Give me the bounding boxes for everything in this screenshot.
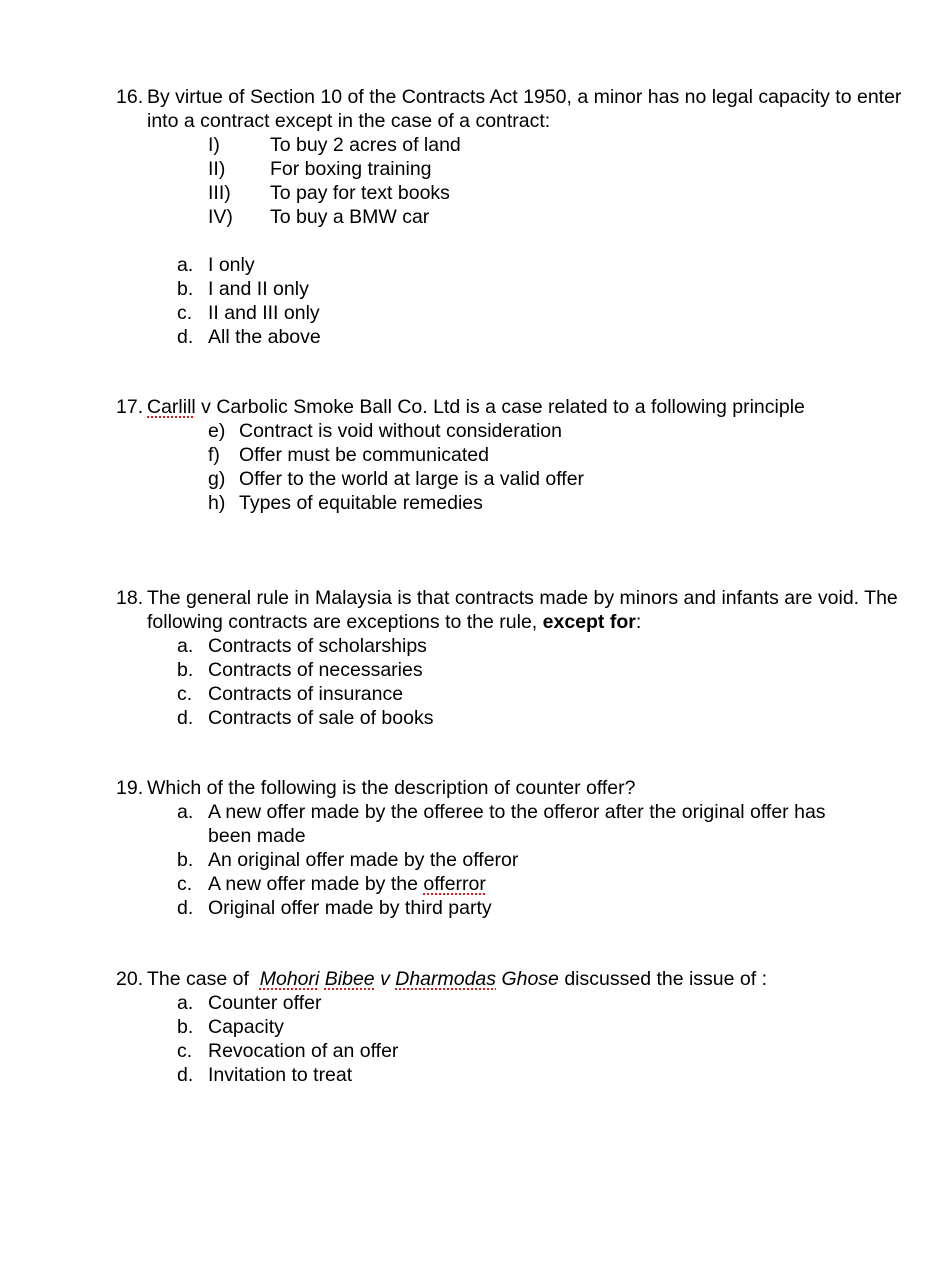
option-text: An original offer made by the offeror: [208, 849, 519, 871]
option-b: [177, 848, 906, 872]
option-label: e): [208, 420, 226, 442]
item-label: I): [208, 134, 220, 156]
option-text-pre: A new offer made by the: [208, 873, 424, 895]
option-label: d.: [177, 707, 194, 729]
stem-rest: v Carbolic Smoke Ball Co. Ltd is a case related to a following principle: [195, 396, 805, 418]
option-label: d.: [177, 1064, 194, 1086]
question-stem: [147, 967, 906, 991]
option-text: Types of equitable remedies: [239, 492, 483, 514]
option-text: Original offer made by third party: [208, 897, 492, 919]
option-label: c.: [177, 1040, 193, 1062]
item-text: For boxing training: [270, 158, 432, 180]
option-label: b.: [177, 849, 194, 871]
item-text: To buy a BMW car: [270, 206, 430, 228]
option-text: All the above: [208, 326, 321, 348]
option-c: [177, 1039, 906, 1063]
question-19: [116, 776, 906, 920]
spellcheck-word: offerror: [423, 873, 486, 895]
option-text: Contracts of sale of books: [208, 707, 434, 729]
option-b: [177, 277, 906, 301]
case-word-v: v: [380, 968, 390, 990]
question-17: [116, 395, 906, 515]
roman-list: [208, 133, 906, 229]
item-label: IV): [208, 206, 233, 228]
option-d: [177, 1063, 906, 1087]
stem-post: discussed the issue of :: [558, 968, 768, 990]
option-h: [208, 491, 906, 515]
item-label: II): [208, 158, 226, 180]
question-number: 19.: [116, 777, 144, 799]
option-g: [208, 467, 906, 491]
option-text: A new offer made by the offeree to the offeror after the original offer has been made: [208, 801, 826, 847]
option-text: Contracts of scholarships: [208, 635, 427, 657]
question-stem: By virtue of Section 10 of the Contracts Act 1950, a minor has no legal capacity to enter into a contract except in the case of a contract:: [147, 86, 902, 132]
option-c: [177, 301, 906, 325]
list-item: [208, 205, 906, 229]
option-label: b.: [177, 659, 194, 681]
option-text: Revocation of an offer: [208, 1040, 399, 1062]
item-text: To buy 2 acres of land: [270, 134, 461, 156]
option-list: [177, 991, 906, 1087]
option-b: [177, 1015, 906, 1039]
option-list: [177, 634, 906, 730]
option-label: b.: [177, 1016, 194, 1038]
case-word-4: Ghose: [501, 968, 559, 990]
option-label: d.: [177, 897, 194, 919]
option-list: [208, 419, 906, 515]
option-label: g): [208, 468, 226, 490]
option-label: c.: [177, 302, 193, 324]
option-a: [177, 991, 906, 1015]
option-list: [177, 253, 906, 349]
option-list: [177, 800, 906, 920]
question-18: [116, 586, 906, 730]
option-label: d.: [177, 326, 194, 348]
list-item: [208, 133, 906, 157]
item-label: III): [208, 182, 231, 204]
option-text: Contracts of insurance: [208, 683, 404, 705]
question-number: 18.: [116, 587, 144, 609]
option-label: a.: [177, 801, 194, 823]
question-number: 16.: [116, 86, 144, 108]
option-label: a.: [177, 992, 194, 1014]
option-f: [208, 443, 906, 467]
option-label: c.: [177, 683, 193, 705]
question-stem: [147, 395, 906, 419]
option-text: Contract is void without consideration: [239, 420, 562, 442]
option-text: Capacity: [208, 1016, 284, 1038]
option-d: [177, 706, 906, 730]
option-a: [177, 800, 906, 848]
option-d: [177, 325, 906, 349]
option-d: [177, 896, 906, 920]
option-a: [177, 634, 906, 658]
option-c: [177, 872, 906, 896]
option-text: [208, 872, 906, 896]
case-word-3: Dharmodas: [395, 968, 497, 990]
option-a: [177, 253, 906, 277]
stem-pre: The case of: [147, 968, 260, 990]
question-stem: Which of the following is the description of counter offer?: [147, 777, 636, 799]
option-text: II and III only: [208, 302, 320, 324]
list-item: [208, 157, 906, 181]
question-16: [116, 85, 906, 349]
option-c: [177, 682, 906, 706]
option-text: Counter offer: [208, 992, 322, 1014]
option-label: f): [208, 444, 220, 466]
option-text: Offer must be communicated: [239, 444, 489, 466]
option-label: a.: [177, 254, 194, 276]
option-b: [177, 658, 906, 682]
option-e: [208, 419, 906, 443]
stem-emphasis: except for: [542, 611, 636, 633]
option-label: a.: [177, 635, 194, 657]
option-text: I only: [208, 254, 255, 276]
option-text: Contracts of necessaries: [208, 659, 423, 681]
option-label: h): [208, 492, 226, 514]
list-item: [208, 181, 906, 205]
option-text: Invitation to treat: [208, 1064, 353, 1086]
case-word-2: Bibee: [324, 968, 375, 990]
case-word-1: Mohori: [259, 968, 320, 990]
question-number: 17.: [116, 396, 144, 418]
stem-end: :: [635, 611, 642, 633]
item-text: To pay for text books: [270, 182, 450, 204]
option-label: b.: [177, 278, 194, 300]
question-number: 20.: [116, 968, 144, 990]
stem-text: The general rule in Malaysia is that contracts made by minors and infants are void. The following contracts are exceptions to the rule,: [147, 587, 898, 633]
case-name-spellcheck: Carlill: [147, 396, 196, 418]
option-label: c.: [177, 873, 193, 895]
question-stem: [147, 586, 906, 634]
option-text: Offer to the world at large is a valid offer: [239, 468, 585, 490]
question-20: [116, 967, 906, 1087]
option-text: I and II only: [208, 278, 309, 300]
